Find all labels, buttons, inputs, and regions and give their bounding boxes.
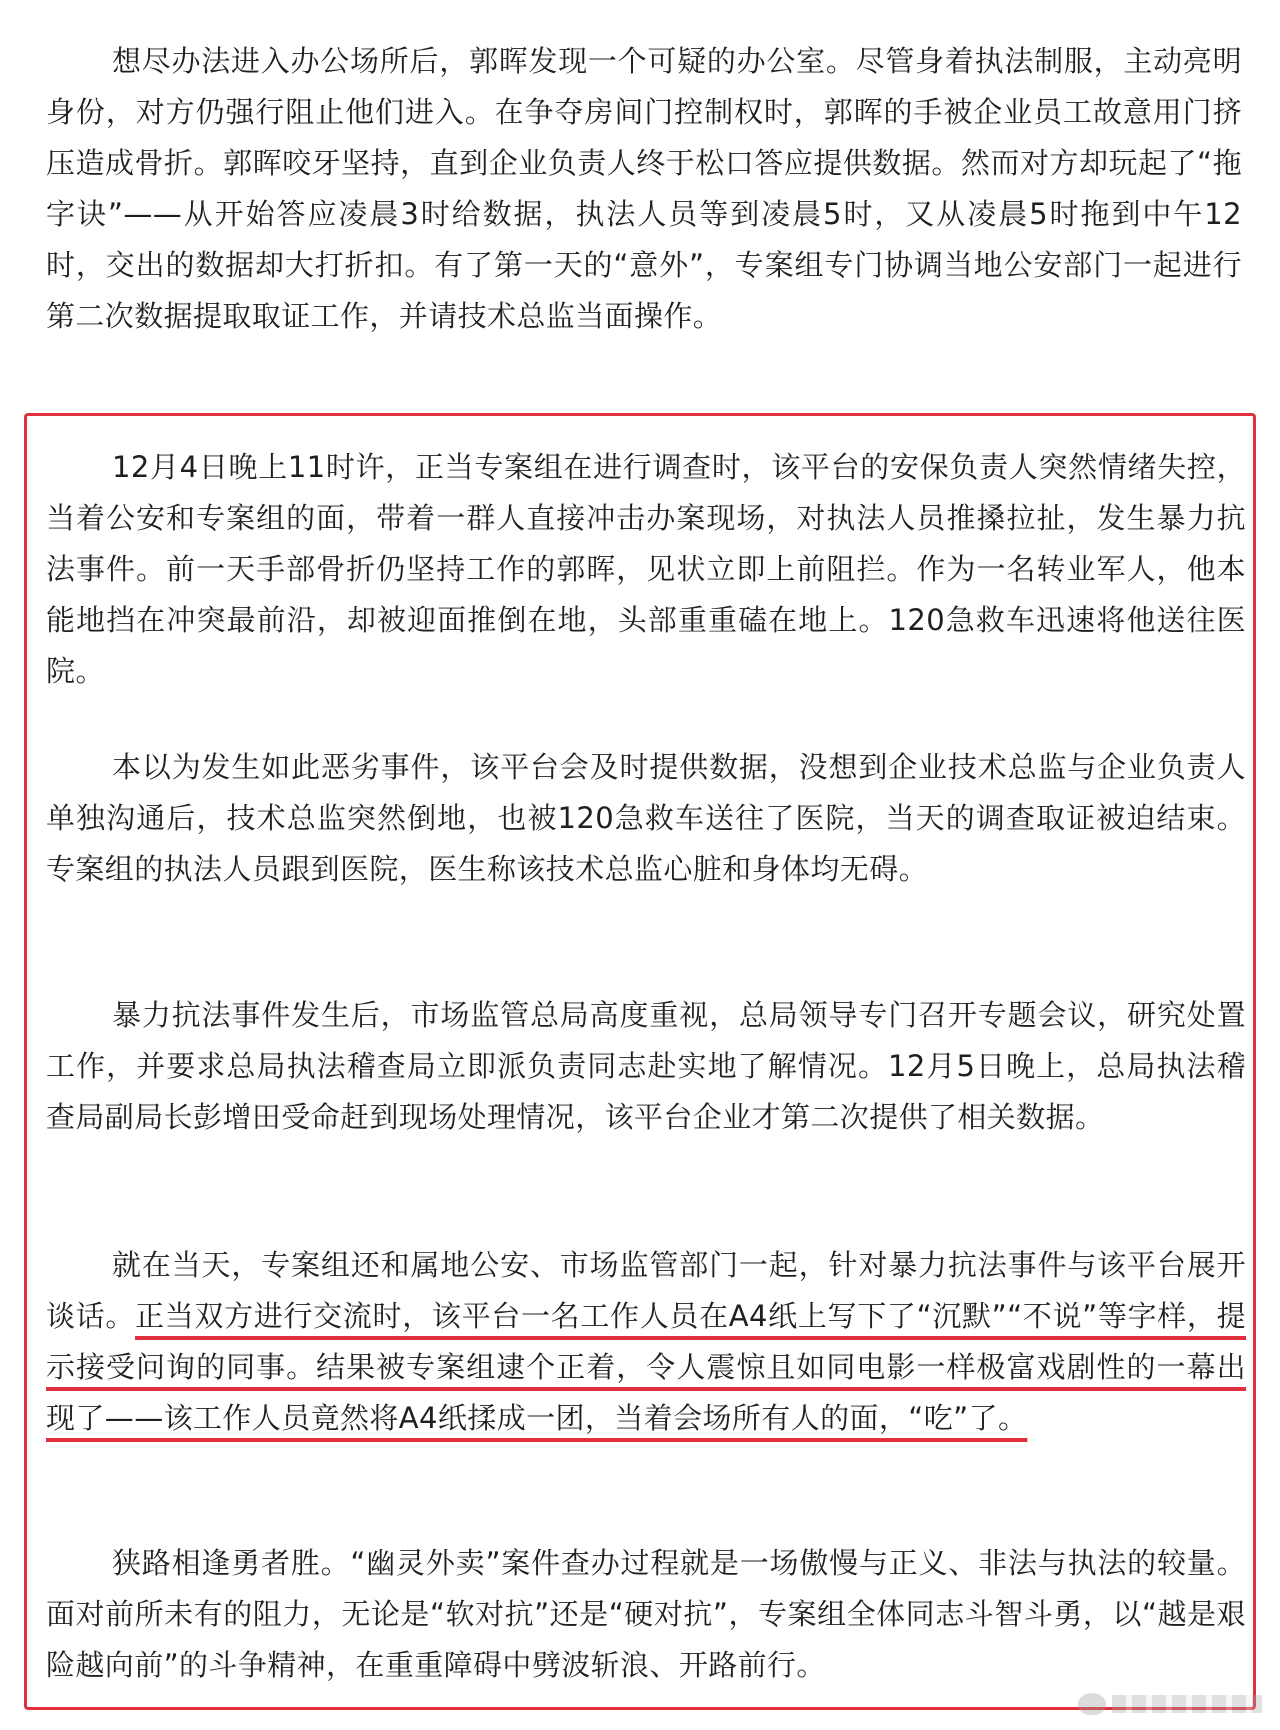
watermark-text-blur [1112,1695,1262,1713]
paragraph-1: 12月4日晚上11时许，正当专案组在进行调查时，该平台的安保负责人突然情绪失控，当着公安和专案组的面，带着一群人直接冲击办案现场，对执法人员推搡拉扯，发生暴力抗法事件。前一天手部骨折仍坚持工作的郭晖，见状立即上前阻拦。作为一名转业军人，他本能地挡在冲突最前沿，却被迎面推倒在地，头部重重磕在地上。120急救车迅速将他送往医院。 [46,450,1246,688]
paragraph-2: 本以为发生如此恶劣事件，该平台会及时提供数据，没想到企业技术总监与企业负责人单独沟通后，技术总监突然倒地，也被120急救车送往了医院，当天的调查取证被迫结束。专案组的执法人员跟到医院，医生称该技术总监心脏和身体均无碍。 [46,750,1246,886]
intro-paragraph: 想尽办法进入办公场所后，郭晖发现一个可疑的办公室。尽管身着执法制服，主动亮明身份，对方仍强行阻止他们进入。在争夺房间门控制权时，郭晖的手被企业员工故意用门挤压造成骨折。郭晖咬牙坚持，直到企业负责人终于松口答应提供数据。然而对方却玩起了“拖字诀”——从开始答应凌晨3时给数据，执法人员等到凌晨5时，又从凌晨5时拖到中午12时，交出的数据却大打折扣。有了第一天的“意外”，专案组专门协调当地公安部门一起进行第二次数据提取取证工作，并请技术总监当面操作。 [46,44,1242,333]
watermark [1062,1684,1262,1724]
underlined-passage: 正当双方进行交流时，该平台一名工作人员在A4纸上写下了“沉默”“不说”等字样，提示接受问询的同事。结果被专案组逮个正着，令人震惊且如同电影一样极富戏剧性的一幕出现了——该工作人员竟然将A4纸揉成一团，当着会场所有人的面，“吃”了。 [46,1299,1246,1435]
paragraph-3: 暴力抗法事件发生后，市场监管总局高度重视，总局领导专门召开专题会议，研究处置工作，并要求总局执法稽查局立即派负责同志赴实地了解情况。12月5日晚上，总局执法稽查局副局长彭增田受命赶到现场处理情况，该平台企业才第二次提供了相关数据。 [46,998,1246,1134]
paragraph-4 [46,1240,1246,1444]
paragraph-4-start: 就在当天，专案组还和属地公安、市场监管部门一起，针对暴力抗法事件与该平台展开谈话。 [46,1248,1246,1333]
paragraph-5: 狭路相逢勇者胜。“幽灵外卖”案件查办过程就是一场傲慢与正义、非法与执法的较量。面对前所未有的阻力，无论是“软对抗”还是“硬对抗”，专案组全体同志斗智斗勇，以“越是艰险越向前”的斗争精神，在重重障碍中劈波斩浪、开路前行。 [46,1546,1246,1682]
weibo-logo-icon [1078,1693,1106,1715]
